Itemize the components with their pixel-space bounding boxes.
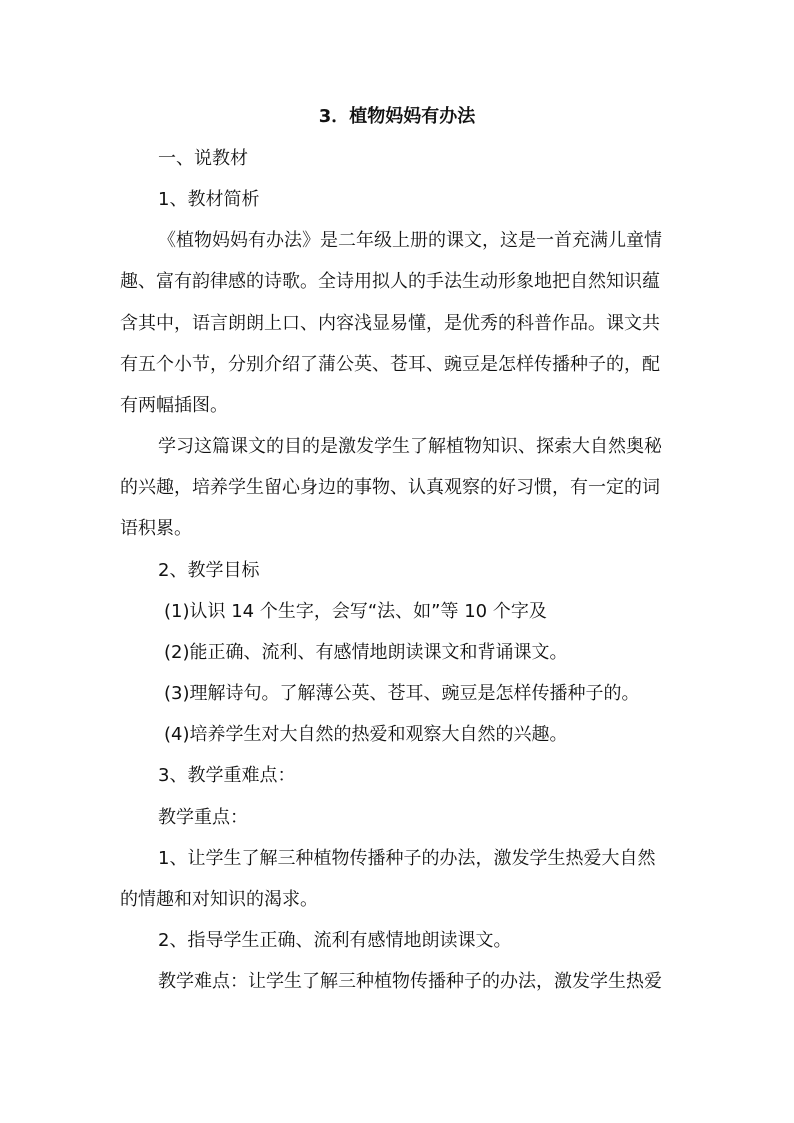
paragraph-1-line-1: 《植物妈妈有办法》是二年级上册的课文，这是一首充满儿童情	[158, 230, 662, 251]
goal-item-1: (1)认识 14 个生字，会写“法、如”等 10 个字及	[164, 601, 547, 622]
goal-item-4: (4)培养学生对大自然的热爱和观察大自然的兴趣。	[164, 724, 568, 745]
goal-item-3: (3)理解诗句。了解薄公英、苍耳、豌豆是怎样传播种子的。	[164, 683, 640, 704]
difficulty-line: 教学难点：让学生了解三种植物传播种子的办法，激发学生热爱	[158, 971, 662, 992]
paragraph-2-line-3: 语积累。	[120, 518, 192, 539]
document-title: 3．植物妈妈有办法	[318, 106, 476, 127]
subsection-heading-2: 2、教学目标	[158, 560, 260, 581]
goal-item-2: (2)能正确、流利、有感情地朗读课文和背诵课文。	[164, 642, 568, 663]
subsection-heading-1: 1、教材简析	[158, 189, 260, 210]
section-heading-1: 一、说教材	[158, 148, 248, 169]
paragraph-1-line-2: 趣、富有韵律感的诗歌。全诗用拟人的手法生动形象地把自然知识蕴	[120, 271, 660, 292]
paragraph-2-line-2: 的兴趣，培养学生留心身边的事物、认真观察的好习惯，有一定的词	[120, 477, 660, 498]
key-point-1-line-1: 1、让学生了解三种植物传播种子的办法，激发学生热爱大自然	[158, 848, 656, 869]
key-point-2: 2、指导学生正确、流利有感情地朗读课文。	[158, 930, 512, 951]
key-point-1-line-2: 的情趣和对知识的渴求。	[120, 889, 318, 910]
key-points-label: 教学重点：	[158, 807, 248, 828]
paragraph-1-line-3: 含其中，语言朗朗上口、内容浅显易懂，是优秀的科普作品。课文共	[120, 313, 660, 334]
paragraph-1-line-4: 有五个小节，分别介绍了蒲公英、苍耳、豌豆是怎样传播种子的，配	[120, 354, 660, 375]
paragraph-1-line-5: 有两幅插图。	[120, 395, 228, 416]
subsection-heading-3: 3、教学重难点：	[158, 765, 296, 786]
paragraph-2-line-1: 学习这篇课文的目的是激发学生了解植物知识、探索大自然奥秘	[158, 436, 662, 457]
